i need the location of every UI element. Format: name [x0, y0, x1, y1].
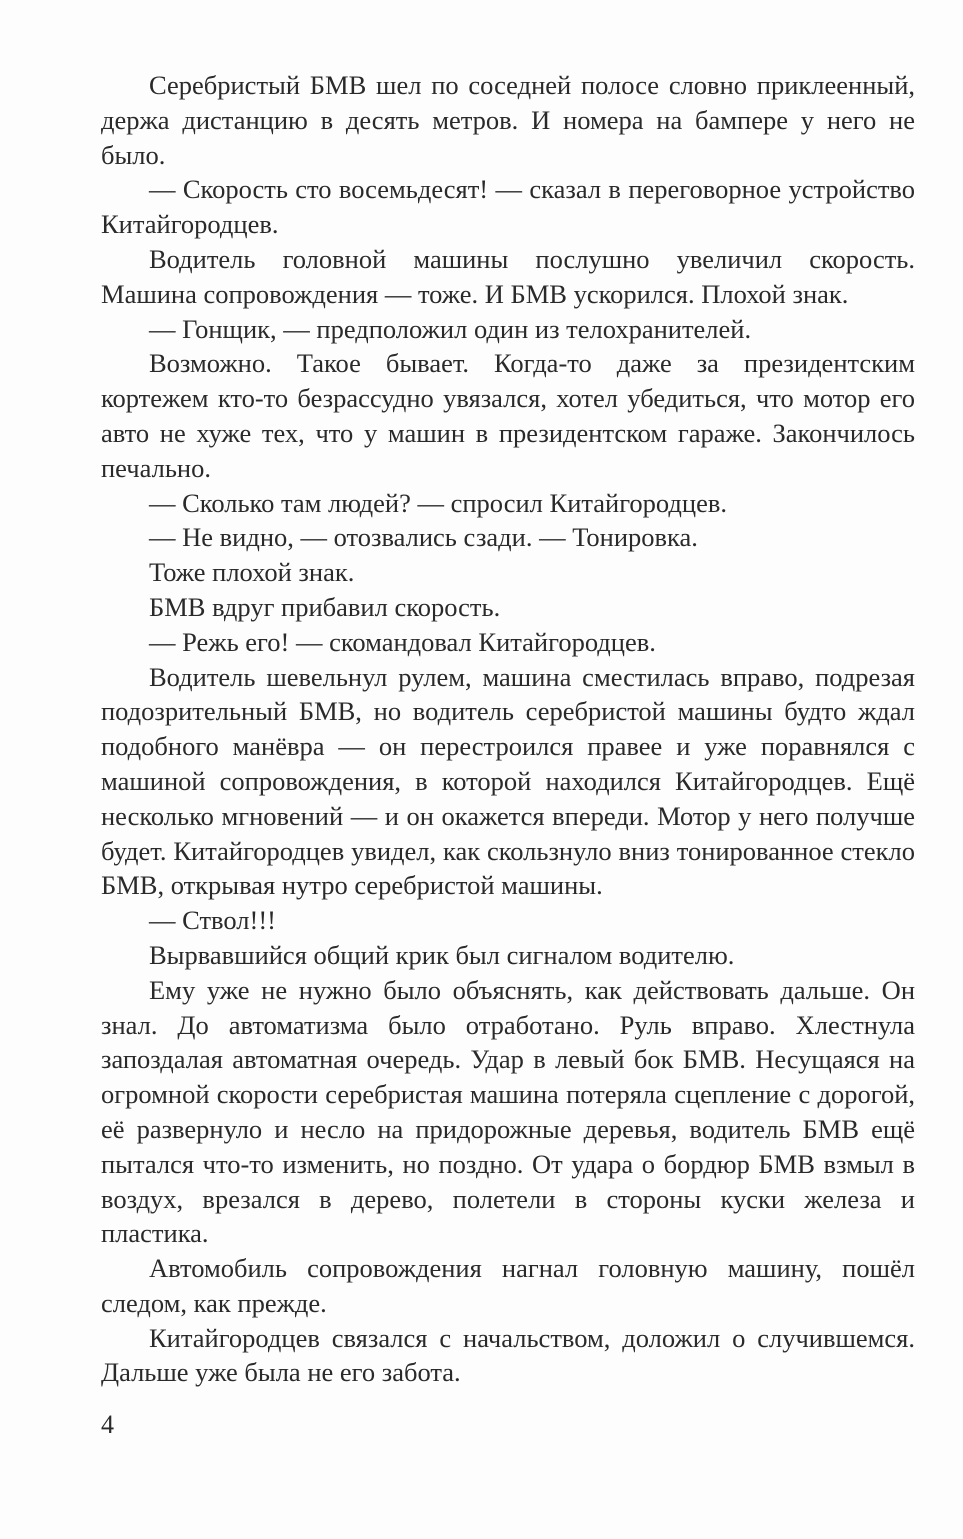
paragraph-11: Водитель шевельнул рулем, машина сместилась вправо, подрезая подозрительный БМВ, но водитель серебристой машины будто ждал подобного манёвра — он перестроился правее и уже поравнялся с машиной сопровождения, в которой находился Китайгородцев. Ещё несколько мгновений — и он окажется впереди. Мотор у него получше будет. Китайгородцев увидел, как скользнуло вниз тонированное стекло БМВ, открывая нутро серебристой машины.	[101, 661, 915, 901]
paragraph-8: Тоже плохой знак.	[149, 557, 355, 588]
paragraph-10: — Режь его! — скомандовал Китайгородцев.	[149, 626, 656, 657]
paragraph-7: — Не видно, — отозвались сзади. — Тонировка.	[149, 522, 698, 553]
body-text	[101, 68, 915, 1390]
paragraph-6: — Сколько там людей? — спросил Китайгородцев.	[149, 487, 727, 518]
paragraph-13: Вырвавшийся общий крик был сигналом водителю.	[149, 939, 735, 970]
paragraph-2: — Скорость сто восемьдесят! — сказал в переговорное устройство Китайгородцев.	[101, 174, 915, 240]
paragraph-9: БМВ вдруг прибавил скорость.	[149, 591, 501, 622]
paragraph-16: Китайгородцев связался с начальством, доложил о случившемся. Дальше уже была не его забота.	[101, 1322, 915, 1388]
paragraph-1: Серебристый БМВ шел по соседней полосе словно приклеенный, держа дистанцию в десять метров. И номера на бампере у него не было.	[101, 70, 915, 170]
paragraph-4: — Гонщик, — предположил один из телохранителей.	[149, 313, 752, 344]
paragraph-14: Ему уже не нужно было объяснять, как действовать дальше. Он знал. До автоматизма было отработано. Руль вправо. Хлестнула запоздалая автоматная очередь. Удар в левый бок БМВ. Несущаяся на огромной скорости серебристая машина потеряла сцепление с дорогой, её развернуло и несло на придорожные деревья, водитель БМВ ещё пытался что-то изменить, но поздно. От удара о бордюр БМВ взмыл в воздух, врезался в дерево, полетели в стороны куски железа и пластика.	[101, 974, 915, 1249]
page-number: 4	[101, 1410, 114, 1439]
paragraph-12: — Ствол!!!	[149, 905, 276, 936]
paragraph-15: Автомобиль сопровождения нагнал головную машину, пошёл следом, как прежде.	[101, 1253, 915, 1318]
paragraph-3: Водитель головной машины послушно увеличил скорость. Машина сопровождения — тоже. И БМВ ускорился. Плохой знак.	[101, 243, 915, 309]
paragraph-5: Возможно. Такое бывает. Когда-то даже за президентским кортежем кто-то безрассудно увязался, хотел убедиться, что мотор его авто не хуже тех, что у машин в президентском гараже. Закончилось печально.	[101, 348, 915, 483]
